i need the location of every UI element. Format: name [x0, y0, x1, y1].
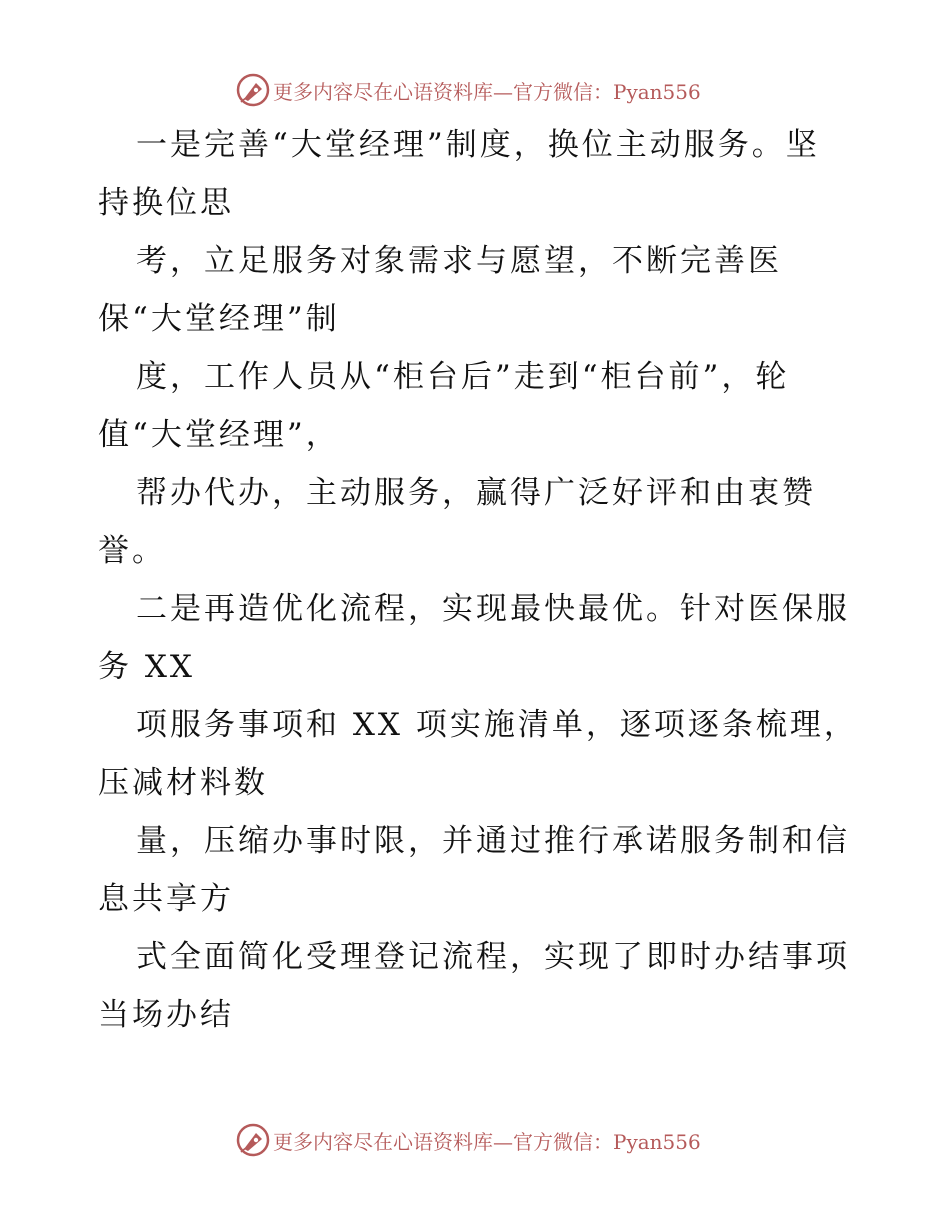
watermark-text: 更多内容尽在心语资料库—官方微信：Pyan556 [273, 79, 701, 104]
watermark-text: 更多内容尽在心语资料库—官方微信：Pyan556 [273, 1129, 701, 1154]
body-line: 持换位思 [98, 185, 234, 221]
body-line: 誉。 [98, 533, 166, 569]
header-watermark [235, 72, 701, 108]
body-line: 度，工作人员从“柜台后”走到“柜台前”，轮 [136, 359, 790, 395]
footer-watermark [235, 1122, 701, 1158]
document-body [98, 116, 858, 1044]
body-line: 一是完善“大堂经理”制度，换位主动服务。坚 [136, 127, 820, 163]
body-line: 考，立足服务对象需求与愿望，不断完善医 [136, 243, 782, 279]
pen-nib-logo-icon [235, 72, 271, 108]
body-line: 二是再造优化流程，实现最快最优。针对医保服 [136, 591, 850, 627]
body-line: 式全面简化受理登记流程，实现了即时办结事项 [136, 939, 850, 975]
body-line: 项服务事项和 XX 项实施清单，逐项逐条梳理， [136, 707, 858, 743]
pen-nib-logo-icon [235, 1122, 271, 1158]
body-line: 量，压缩办事时限，并通过推行承诺服务制和信 [136, 823, 850, 859]
body-line: 帮办代办，主动服务，赢得广泛好评和由衷赞 [136, 475, 816, 511]
body-line: 当场办结 [98, 997, 234, 1033]
body-line: 息共享方 [98, 881, 234, 917]
body-line: 保“大堂经理”制 [98, 301, 340, 337]
body-line: 压减材料数 [98, 765, 268, 801]
body-line: 值“大堂经理”， [98, 417, 340, 453]
body-line: 务 XX [98, 649, 195, 685]
